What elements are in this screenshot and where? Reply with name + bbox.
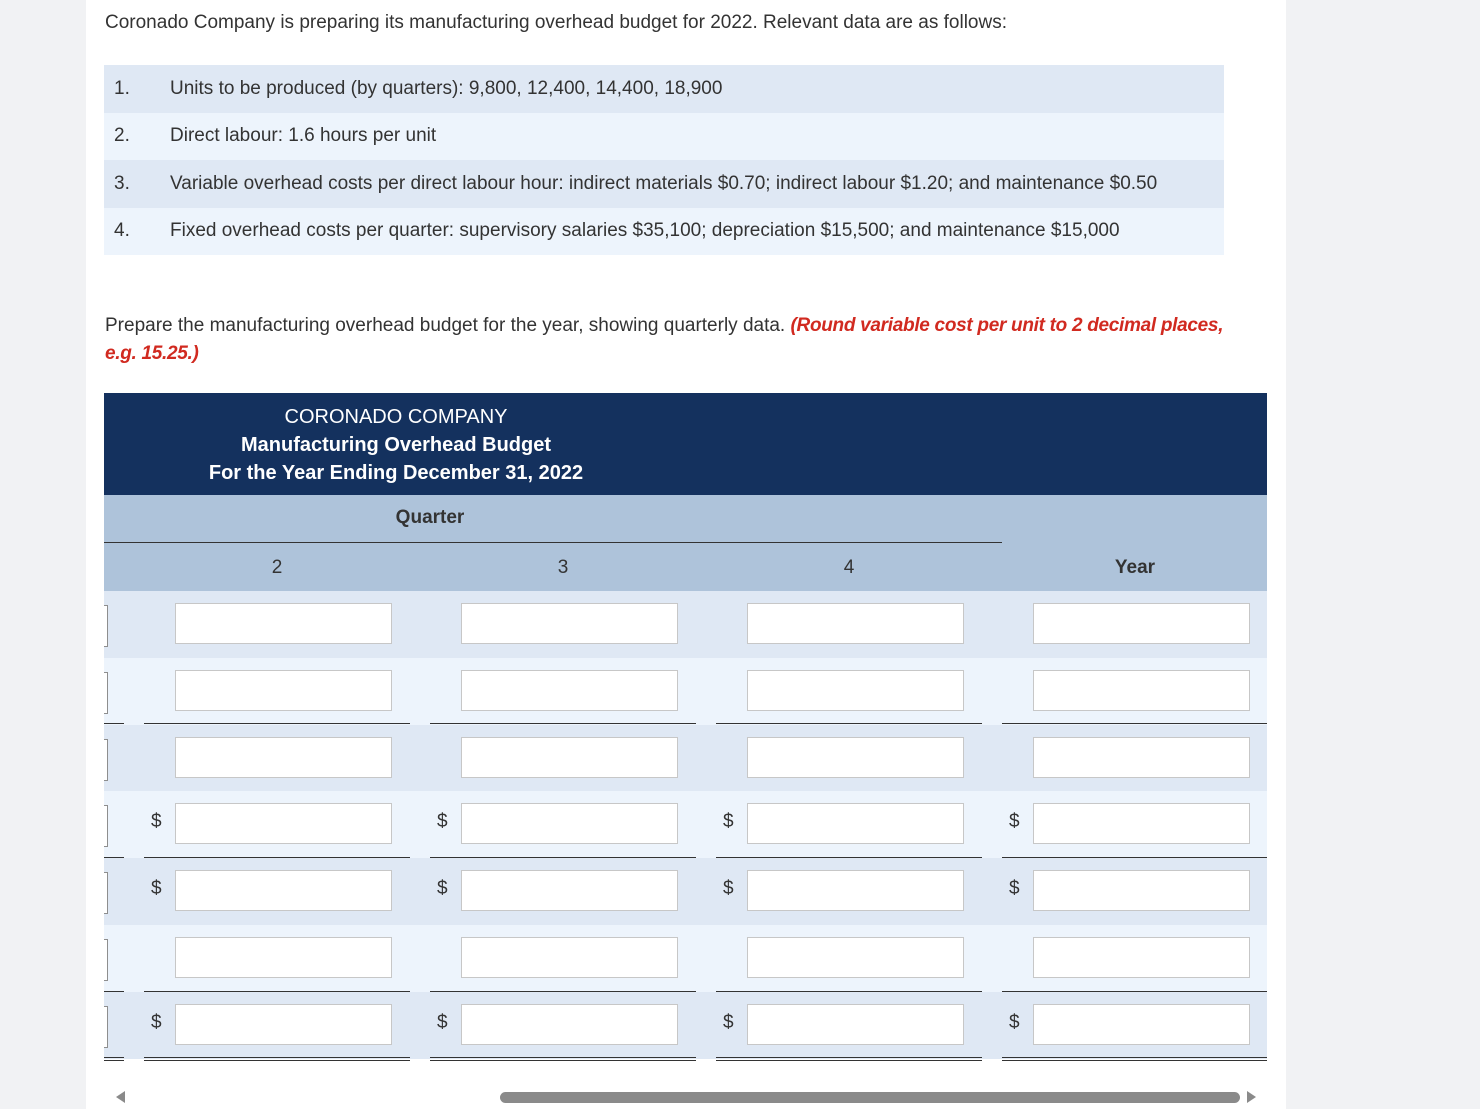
quarter-3-input[interactable]: [461, 603, 678, 644]
dollar-sign: $: [437, 1012, 448, 1033]
total-double-underline: [430, 1060, 696, 1061]
list-item-text: Fixed overhead costs per quarter: supervisory salaries $35,100; depreciation $15,500; and maintenance $15,000: [170, 220, 1120, 242]
year-input[interactable]: [1033, 737, 1250, 778]
quarter-group-text: Quarter: [395, 507, 465, 528]
rounding-hint: (Round variable cost per unit to 2 decimal places, e.g. 15.25.): [105, 315, 1224, 364]
quarter-4-input[interactable]: [747, 603, 964, 644]
quarter-4-input[interactable]: [747, 870, 964, 911]
dollar-sign: $: [1009, 811, 1020, 832]
quarter-4-input[interactable]: [747, 670, 964, 711]
year-input[interactable]: [1033, 870, 1250, 911]
given-data-list: [104, 65, 1224, 255]
row-label-select[interactable]: [104, 1006, 108, 1048]
column-header-quarter-2: 2: [271, 557, 283, 578]
dollar-sign: $: [723, 878, 734, 899]
year-input[interactable]: [1033, 803, 1250, 844]
scroll-right-arrow-icon[interactable]: [1247, 1091, 1256, 1103]
quarter-4-input[interactable]: [747, 737, 964, 778]
row-label-select[interactable]: [104, 672, 108, 714]
list-item-text: Direct labour: 1.6 hours per unit: [170, 125, 437, 147]
row-underline: [104, 723, 124, 724]
row-underline: [716, 723, 982, 724]
list-item-text: Variable overhead costs per direct labour hour: indirect materials $0.70; indirect labour $1.20; and maintenance $0.50: [170, 172, 1158, 194]
dollar-sign: $: [151, 1012, 162, 1033]
quarter-2-input[interactable]: [175, 1004, 392, 1045]
dollar-sign: $: [151, 811, 162, 832]
total-double-underline: [144, 1060, 410, 1061]
column-header-quarter-4: 4: [843, 557, 855, 578]
total-double-underline: [716, 1057, 982, 1058]
list-item: [104, 208, 1224, 256]
quarter-3-input[interactable]: [461, 870, 678, 911]
row-label-select[interactable]: [104, 872, 108, 914]
quarter-4-input[interactable]: [747, 937, 964, 978]
scrollbar-thumb[interactable]: [500, 1092, 1240, 1103]
budget-period: For the Year Ending December 31, 2022: [208, 462, 584, 484]
budget-title: Manufacturing Overhead Budget: [240, 434, 552, 456]
total-double-underline: [104, 1060, 124, 1061]
quarter-2-input[interactable]: [175, 737, 392, 778]
year-input[interactable]: [1033, 670, 1250, 711]
intro-text: Coronado Company is preparing its manufacturing overhead budget for 2022. Relevant data are as follows:: [105, 12, 1007, 33]
quarter-3-input[interactable]: [461, 803, 678, 844]
dollar-sign: $: [151, 878, 162, 899]
list-item: [104, 160, 1224, 208]
budget-row-total: [104, 992, 1267, 1059]
quarter-4-input[interactable]: [747, 1004, 964, 1045]
list-item-number: 3.: [114, 172, 130, 194]
instruction-text: [105, 312, 1255, 368]
row-label-select[interactable]: [104, 605, 108, 647]
quarter-2-input[interactable]: [175, 870, 392, 911]
dollar-sign: $: [1009, 1012, 1020, 1033]
row-label-select[interactable]: [104, 805, 108, 847]
dollar-sign: $: [1009, 878, 1020, 899]
row-label-select[interactable]: [104, 939, 108, 981]
list-item-number: 2.: [114, 125, 130, 147]
budget-header: [104, 393, 1267, 495]
quarter-2-input[interactable]: [175, 603, 392, 644]
year-input[interactable]: [1033, 937, 1250, 978]
dollar-sign: $: [723, 1012, 734, 1033]
list-item: [104, 113, 1224, 161]
dollar-sign: $: [437, 811, 448, 832]
column-header-year: Year: [1114, 557, 1156, 578]
quarter-underline: [104, 542, 1002, 543]
instruction-main: Prepare the manufacturing overhead budget for the year, showing quarterly data.: [105, 315, 786, 336]
scroll-left-arrow-icon[interactable]: [116, 1091, 125, 1103]
list-item: [104, 65, 1224, 113]
list-item-number: 4.: [114, 220, 130, 242]
quarter-3-input[interactable]: [461, 937, 678, 978]
total-double-underline: [716, 1060, 982, 1061]
dollar-sign: $: [437, 878, 448, 899]
quarter-3-input[interactable]: [461, 1004, 678, 1045]
row-underline: [430, 723, 696, 724]
year-input[interactable]: [1033, 603, 1250, 644]
horizontal-scrollbar[interactable]: [104, 1088, 1267, 1108]
total-double-underline: [1002, 1057, 1267, 1058]
list-item-number: 1.: [114, 77, 130, 99]
total-double-underline: [1002, 1060, 1267, 1061]
budget-title-block: [104, 403, 688, 487]
row-label-select[interactable]: [104, 739, 108, 781]
list-item-text: Units to be produced (by quarters): 9,800, 12,400, 14,400, 18,900: [170, 77, 723, 99]
budget-row: [104, 925, 1267, 992]
budget-row: [104, 725, 1267, 792]
quarter-2-input[interactable]: [175, 670, 392, 711]
quarter-3-input[interactable]: [461, 737, 678, 778]
total-double-underline: [104, 1057, 124, 1058]
budget-row: [104, 791, 1267, 858]
company-name: CORONADO COMPANY: [284, 406, 508, 428]
budget-row: [104, 591, 1267, 658]
row-underline: [144, 723, 410, 724]
quarter-4-input[interactable]: [747, 803, 964, 844]
row-underline: [1002, 723, 1267, 724]
column-header-quarter-3: 3: [557, 557, 569, 578]
budget-row: [104, 858, 1267, 925]
total-double-underline: [430, 1057, 696, 1058]
budget-row: [104, 658, 1267, 725]
column-header-band: [104, 495, 1267, 591]
dollar-sign: $: [723, 811, 734, 832]
year-input[interactable]: [1033, 1004, 1250, 1045]
quarter-2-input[interactable]: [175, 803, 392, 844]
total-double-underline: [144, 1057, 410, 1058]
quarter-2-input[interactable]: [175, 937, 392, 978]
quarter-3-input[interactable]: [461, 670, 678, 711]
